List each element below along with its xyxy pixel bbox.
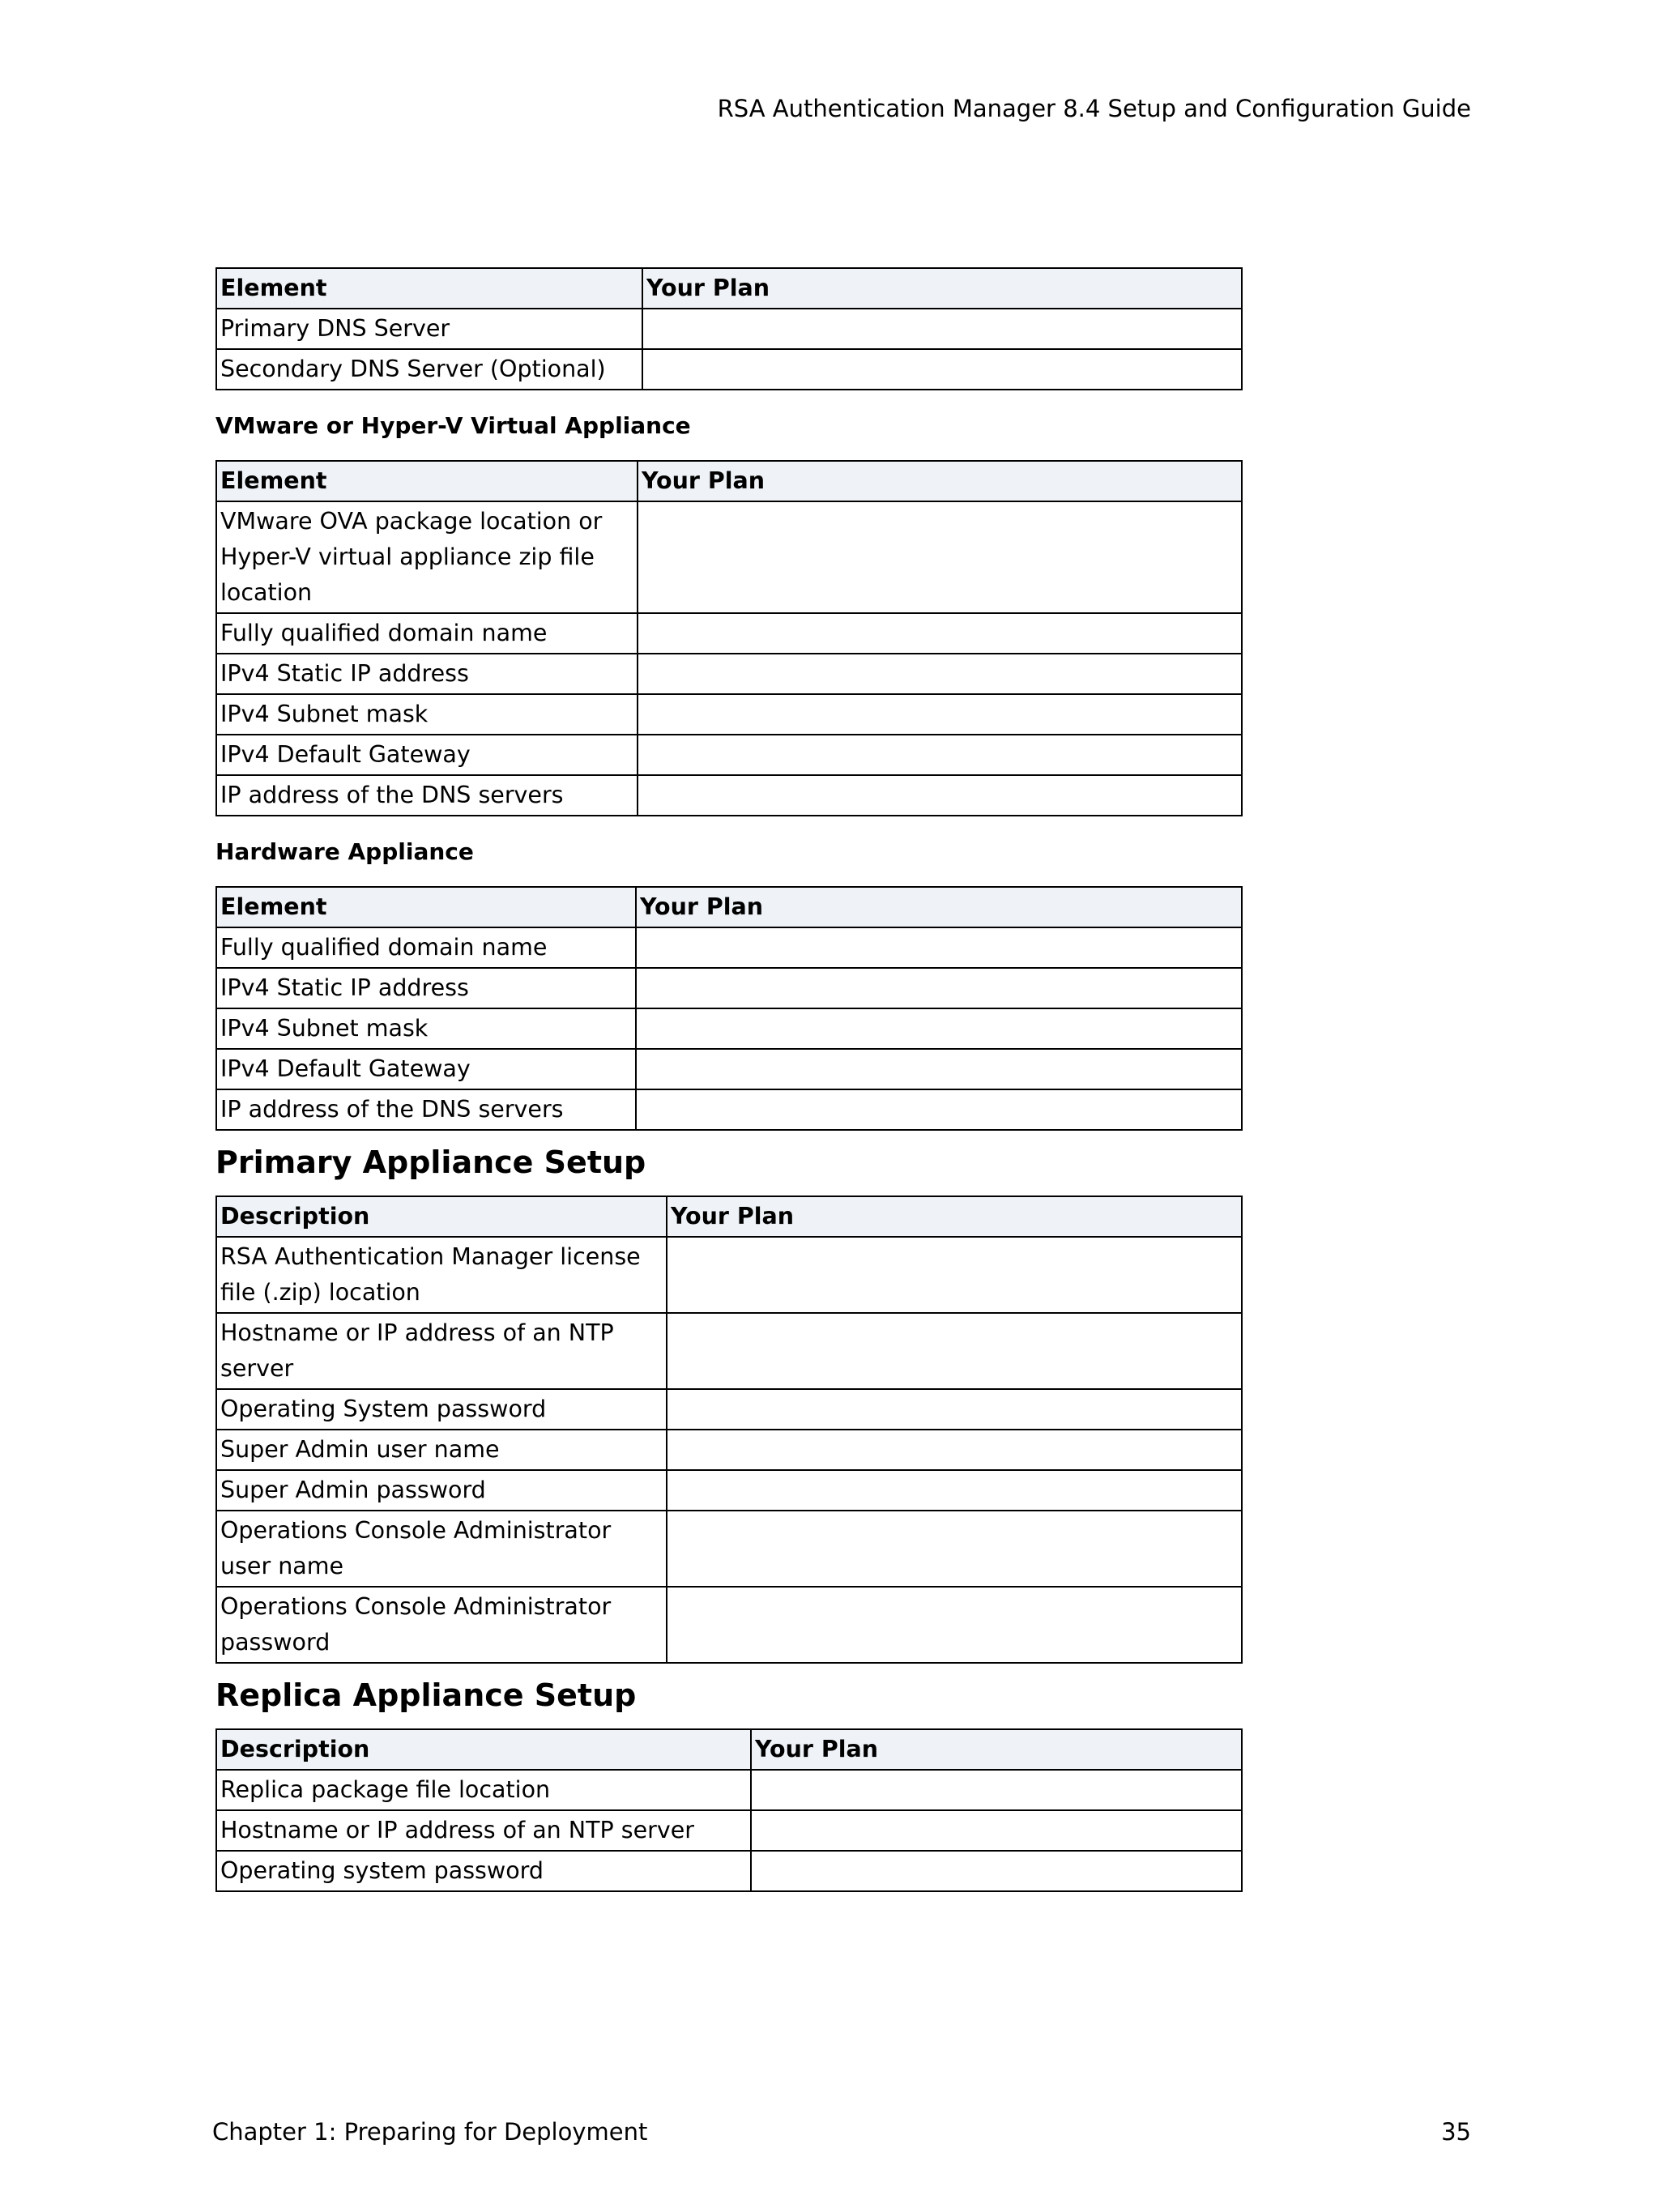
table-header-row bbox=[216, 1729, 1242, 1770]
table-row bbox=[216, 1810, 1242, 1851]
description-cell: Operations Console Administrator user name bbox=[216, 1511, 667, 1587]
plan-cell bbox=[636, 1008, 1242, 1049]
table-row bbox=[216, 1089, 1242, 1130]
table-row bbox=[216, 309, 1242, 349]
table-row bbox=[216, 927, 1242, 968]
description-cell: Replica package file location bbox=[216, 1770, 751, 1810]
column-header-description: Description bbox=[216, 1196, 667, 1237]
hardware-heading: Hardware Appliance bbox=[215, 838, 474, 865]
plan-cell bbox=[638, 775, 1242, 816]
vmware-heading: VMware or Hyper-V Virtual Appliance bbox=[215, 412, 691, 439]
plan-cell bbox=[667, 1470, 1242, 1511]
replica-setup-heading: Replica Appliance Setup bbox=[215, 1677, 637, 1713]
plan-cell bbox=[636, 1089, 1242, 1130]
plan-cell bbox=[638, 735, 1242, 775]
element-cell: Secondary DNS Server (Optional) bbox=[216, 349, 642, 390]
plan-cell bbox=[636, 1049, 1242, 1089]
description-cell: Operations Console Administrator password bbox=[216, 1587, 667, 1663]
dns-table bbox=[215, 267, 1243, 390]
table-header-row bbox=[216, 461, 1242, 501]
description-cell: Operating System password bbox=[216, 1389, 667, 1430]
element-cell: Fully qualified domain name bbox=[216, 613, 638, 654]
table-header-row bbox=[216, 268, 1242, 309]
element-cell: IPv4 Default Gateway bbox=[216, 1049, 636, 1089]
element-cell: IP address of the DNS servers bbox=[216, 1089, 636, 1130]
table-row bbox=[216, 1511, 1242, 1587]
plan-cell bbox=[667, 1389, 1242, 1430]
table-row bbox=[216, 1770, 1242, 1810]
replica-setup-table bbox=[215, 1728, 1243, 1892]
vmware-table bbox=[215, 460, 1243, 816]
column-header-your-plan: Your Plan bbox=[642, 268, 1242, 309]
table-row bbox=[216, 501, 1242, 613]
table-row bbox=[216, 775, 1242, 816]
table-row bbox=[216, 968, 1242, 1008]
element-cell: IPv4 Subnet mask bbox=[216, 694, 638, 735]
table-row bbox=[216, 1008, 1242, 1049]
table-row bbox=[216, 654, 1242, 694]
element-cell: IPv4 Static IP address bbox=[216, 968, 636, 1008]
description-cell: RSA Authentication Manager license file (.zip) location bbox=[216, 1237, 667, 1313]
description-cell: Super Admin password bbox=[216, 1470, 667, 1511]
plan-cell bbox=[638, 694, 1242, 735]
column-header-description: Description bbox=[216, 1729, 751, 1770]
table-header-row bbox=[216, 1196, 1242, 1237]
description-cell: Hostname or IP address of an NTP server bbox=[216, 1313, 667, 1389]
element-cell: VMware OVA package location or Hyper-V virtual appliance zip file location bbox=[216, 501, 638, 613]
table-row bbox=[216, 694, 1242, 735]
plan-cell bbox=[751, 1810, 1242, 1851]
plan-cell bbox=[638, 654, 1242, 694]
column-header-your-plan: Your Plan bbox=[636, 887, 1242, 927]
element-cell: IPv4 Default Gateway bbox=[216, 735, 638, 775]
element-cell: Primary DNS Server bbox=[216, 309, 642, 349]
plan-cell bbox=[751, 1851, 1242, 1891]
description-cell: Hostname or IP address of an NTP server bbox=[216, 1810, 751, 1851]
document-title: RSA Authentication Manager 8.4 Setup and Configuration Guide bbox=[717, 95, 1471, 122]
plan-cell bbox=[638, 613, 1242, 654]
element-cell: Fully qualified domain name bbox=[216, 927, 636, 968]
primary-setup-table bbox=[215, 1196, 1243, 1664]
plan-cell bbox=[638, 501, 1242, 613]
plan-cell bbox=[642, 309, 1242, 349]
page-content bbox=[215, 267, 1241, 1892]
column-header-element: Element bbox=[216, 461, 638, 501]
plan-cell bbox=[667, 1313, 1242, 1389]
plan-cell bbox=[667, 1430, 1242, 1470]
plan-cell bbox=[667, 1511, 1242, 1587]
description-cell: Super Admin user name bbox=[216, 1430, 667, 1470]
table-row bbox=[216, 1470, 1242, 1511]
plan-cell bbox=[667, 1237, 1242, 1313]
table-row bbox=[216, 1313, 1242, 1389]
table-row bbox=[216, 1430, 1242, 1470]
plan-cell bbox=[667, 1587, 1242, 1663]
plan-cell bbox=[642, 349, 1242, 390]
column-header-element: Element bbox=[216, 887, 636, 927]
element-cell: IPv4 Static IP address bbox=[216, 654, 638, 694]
table-row bbox=[216, 735, 1242, 775]
table-row bbox=[216, 613, 1242, 654]
hardware-table bbox=[215, 886, 1243, 1131]
plan-cell bbox=[636, 968, 1242, 1008]
column-header-your-plan: Your Plan bbox=[751, 1729, 1242, 1770]
table-row bbox=[216, 1389, 1242, 1430]
page-number: 35 bbox=[1441, 2118, 1471, 2146]
table-row bbox=[216, 1587, 1242, 1663]
table-row bbox=[216, 1851, 1242, 1891]
element-cell: IPv4 Subnet mask bbox=[216, 1008, 636, 1049]
column-header-element: Element bbox=[216, 268, 642, 309]
column-header-your-plan: Your Plan bbox=[667, 1196, 1242, 1237]
primary-setup-heading: Primary Appliance Setup bbox=[215, 1144, 646, 1180]
element-cell: IP address of the DNS servers bbox=[216, 775, 638, 816]
column-header-your-plan: Your Plan bbox=[638, 461, 1242, 501]
table-row bbox=[216, 349, 1242, 390]
table-row bbox=[216, 1237, 1242, 1313]
description-cell: Operating system password bbox=[216, 1851, 751, 1891]
table-row bbox=[216, 1049, 1242, 1089]
plan-cell bbox=[636, 927, 1242, 968]
chapter-label: Chapter 1: Preparing for Deployment bbox=[212, 2118, 648, 2146]
plan-cell bbox=[751, 1770, 1242, 1810]
table-header-row bbox=[216, 887, 1242, 927]
